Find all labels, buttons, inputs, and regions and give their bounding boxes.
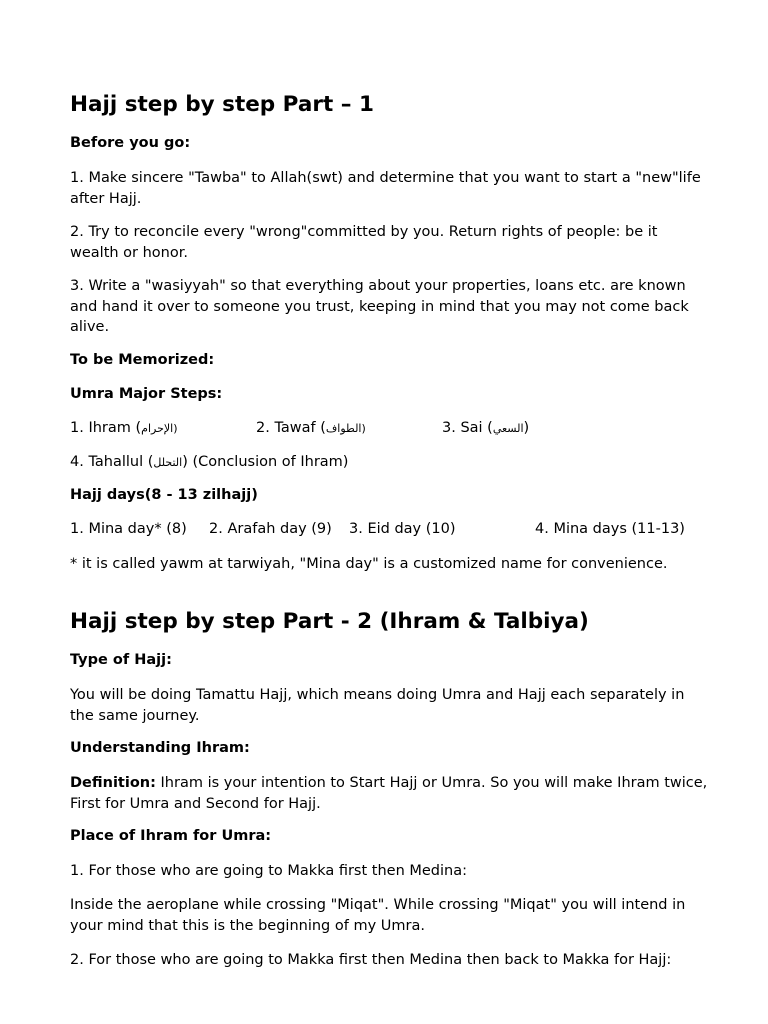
hajj-day-eid: 3. Eid day (10) <box>349 521 456 537</box>
type-of-hajj-text: You will be doing Tamattu Hajj, which means doing Umra and Hajj each separately in the same journey. <box>70 687 685 724</box>
step-3-text: 3. Write a "wasiyyah" so that everything about your properties, loans etc. are known and hand it over to someone you trust, keeping in mind that you may not come back alive. <box>70 278 689 335</box>
umra-step-sai: 3. Sai (السعي) <box>442 420 530 436</box>
umra-steps-heading: Umra Major Steps: <box>70 386 223 402</box>
place-of-ihram-heading: Place of Ihram for Umra: <box>70 828 272 844</box>
tahallul-arabic: التحلل <box>153 456 183 469</box>
understanding-ihram-heading: Understanding Ihram: <box>70 740 250 756</box>
hajj-day-arafah: 2. Arafah day (9) <box>209 521 332 537</box>
ihram-arabic: (الإحرام <box>141 422 178 435</box>
type-of-hajj-heading: Type of Hajj: <box>70 652 172 668</box>
umra-step-tawaf: 2. Tawaf ((الطواف <box>256 420 366 436</box>
before-you-go-heading: Before you go: <box>70 135 191 151</box>
sai-arabic: السعي <box>492 422 524 435</box>
umra-step-tahallul: 4. Tahallul (التحلل) (Conclusion of Ihram) <box>70 454 349 470</box>
hajj-days-mina: 4. Mina days (11-13) <box>535 521 685 537</box>
step-1-text: 1. Make sincere "Tawba" to Allah(swt) and determine that you want to start a "new"life after Hajj. <box>70 170 701 207</box>
step-2-text: 2. Try to reconcile every "wrong"committed by you. Return rights of people: be it wealth or honor. <box>70 224 658 261</box>
place-1-detail: Inside the aeroplane while crossing "Miqat". While crossing "Miqat" you will intend in your mind that this is the beginning of my Umra. <box>70 897 686 934</box>
place-2-text: 2. For those who are going to Makka first then Medina then back to Makka for Hajj: <box>70 952 672 968</box>
umra-step-ihram: 1. Ihram ((الإحرام <box>70 420 178 436</box>
memorize-heading: To be Memorized: <box>70 352 215 368</box>
part1-title: Hajj step by step Part – 1 <box>70 92 374 117</box>
part2-title: Hajj step by step Part - 2 (Ihram & Talbiya) <box>70 609 589 634</box>
hajj-days-heading: Hajj days(8 - 13 zilhajj) <box>70 487 258 503</box>
definition-text: Ihram is your intention to Start Hajj or Umra. So you will make Ihram twice, First for Umra and Second for Hajj. <box>70 775 708 812</box>
footnote-text: * it is called yawm at tarwiyah, "Mina day" is a customized name for convenience. <box>70 556 668 572</box>
place-1-text: 1. For those who are going to Makka first then Medina: <box>70 863 467 879</box>
definition-paragraph <box>70 773 710 814</box>
definition-label: Definition: <box>70 775 156 791</box>
hajj-day-mina: 1. Mina day* (8) <box>70 521 187 537</box>
tawaf-arabic: (الطواف <box>325 422 366 435</box>
